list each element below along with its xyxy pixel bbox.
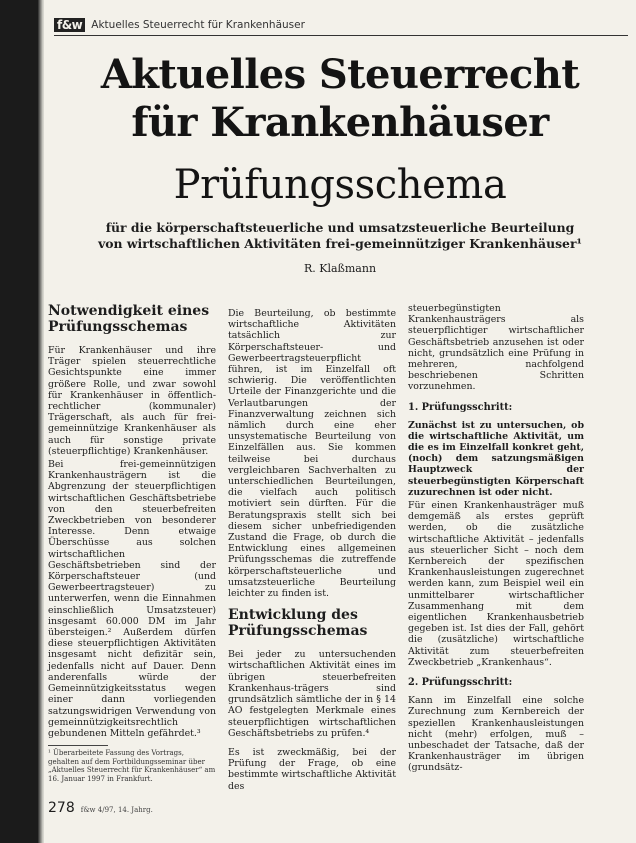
paragraph-bold: Zunächst ist zu untersuchen, ob die wirtschaftliche Aktivität, um die es im Einzelfall konkret geht, (noch) dem satzungsmäßigen Hauptzweck der steuerbegünstigten Körperschaft zuzurechnen ist oder nicht.: [408, 419, 584, 498]
paragraph: Für Krankenhäuser und ihre Träger spielen steuerrechtliche Gesichtspunkte eine immer größere Rolle, und zwar sowohl für Krankenhäuser in öffentlich-rechtlicher (kommunaler) Trägerschaft, als auch für frei-gemeinnützige Krankenhäuser als auch für sonstige private (steuerpflichtige) Krankenhäuser.: [48, 345, 216, 457]
footnote-rule: [48, 745, 108, 746]
step-heading-1: 1. Prüfungsschritt:: [408, 401, 513, 413]
page-number: 278: [48, 800, 75, 816]
title-line-2: für Krankenhäuser: [131, 99, 549, 146]
footnote: ¹ Überarbeitete Fassung des Vortrags, gehalten auf dem Fortbildungsseminar über „Aktuelles Steuerrecht für Krankenhäuser“ am 16. Januar 1997 in Frankfurt.: [48, 749, 216, 783]
column-2: [228, 308, 396, 794]
subtitle-line-1: für die körperschaftsteuerliche und umsatzsteuerliche Beurteilung: [105, 220, 575, 235]
author: R. Klaßmann: [303, 262, 377, 275]
subtitle-line-2: von wirtschaftlichen Aktivitäten frei-gemeinnütziger Krankenhäuser¹: [98, 236, 582, 251]
section-heading-2: Entwicklung des Prüfungsschemas: [228, 607, 368, 640]
journal-citation: f&w 4/97, 14. Jahrg.: [80, 806, 153, 814]
title-line-1: Aktuelles Steuerrecht: [100, 51, 580, 98]
page-folio: [48, 800, 153, 816]
paragraph: Bei jeder zu untersuchenden wirtschaftlichen Aktivität eines im übrigen steuerbefreiten Krankenhaus-trägers sind grundsätzlich sämtliche der in § 14 AO festgelegten Merkmale eines steuerpflichtigen wirtschaftlichen Geschäftsbetriebs zu prüfen.⁴: [228, 649, 396, 739]
paragraph: Kann im Einzelfall eine solche Zurechnung zum Kernbereich der speziellen Krankenhausleistungen nicht (mehr) erfolgen, muß – unbeschadet der Tatsache, daß der Krankenhausträger im übrigen (grundsätz-: [408, 695, 584, 774]
column-1: [48, 303, 216, 783]
paragraph: steuerbegünstigten Krankenhausträgers als steuerpflichtiger wirtschaftlicher Geschäftsbetrieb anzusehen ist oder nicht, grundsätzlich eine Prüfung in mehreren, nachfolgend beschriebenen Schritten vorzunehmen.: [408, 303, 584, 393]
column-3: [408, 303, 584, 776]
journal-logo: f&w: [54, 18, 85, 32]
section-heading-1: Notwendigkeit eines Prüfungsschemas: [48, 303, 210, 335]
paragraph: Es ist zweckmäßig, bei der Prüfung der Frage, ob eine bestimmte wirtschaftliche Aktivität des: [228, 746, 396, 792]
running-header: [54, 14, 628, 36]
paragraph: Für einen Krankenhausträger muß demgemäß als erstes geprüft werden, ob die zusätzliche wirtschaftliche Aktivität – jedenfalls aus steuerlicher Sicht – noch dem Kernbereich der spezifischen Krankenhausleistungen zugerechnet werden kann, zum Beispiel weil ein unmittelbarer wirtschaftlicher Zusammenhang mit dem eigentlichen Krankenhausbetrieb gegeben ist. Ist dies der Fall, gehört die (zusätzliche) wirtschaftliche Aktivität zum steuerbefreiten Zweckbetrieb „Krankenhaus“.: [408, 500, 584, 668]
paragraph: Die Beurteilung, ob bestimmte wirtschaftliche Aktivitäten tatsächlich zur Körperschaftsteuer- und Gewerbeertragsteuerpflicht führen, ist im Einzelfall oft schwierig. Die veröffentlichten Urteile der Finanzgerichte und die Verlautbarungen der Finanzverwaltung zeichnen sich nämlich durch eine eher unsystematische Beurteilung von Einzelfällen aus. Sie kommen teilweise bei durchaus vergleichbaren Sachverhalten zu unterschiedlichen Beurteilungen, die vielfach auch politisch motiviert sein dürften. Für die Beratungspraxis stellt sich bei diesem sicher unbefriedigenden Zustand die Frage, ob durch die Entwicklung eines allgemeinen Prüfungsschemas die zutreffende körperschaftsteuerliche und umsatzsteuerliche Beurteilung leichter zu finden ist.: [228, 308, 396, 600]
title-line-3: Prüfungsschema: [173, 162, 507, 208]
running-title: Aktuelles Steuerrecht für Krankenhäuser: [91, 18, 305, 31]
paragraph: Bei frei-gemeinnützigen Krankenhausträgern ist die Abgrenzung der steuerpflichtigen wirtschaftlichen Geschäftsbetriebe von den steuerbefreiten Zweckbetrieben von besonderer Interesse. Denn etwaige Überschüsse aus solchen wirtschaftlichen Geschäftsbetrieben sind der Körperschaftsteuer (und Gewerbeertragsteuer) zu unterwerfen, wenn die Einnahmen einschließlich Umsatzsteuer) insgesamt 60.000 DM im Jahr übersteigen.² Außerdem dürfen diese steuerpflichtigen Aktivitäten insgesamt nicht defizitär sein, jedenfalls nicht auf Dauer. Denn anderenfalls würde der Gemeinnützigkeitsstatus wegen einer dann vorliegenden satzungswidrigen Verwendung von gemeinnützigkeitsrechtlich gebundenen Mitteln gefährdet.³: [48, 459, 216, 739]
step-heading-2: 2. Prüfungsschritt:: [408, 677, 513, 689]
